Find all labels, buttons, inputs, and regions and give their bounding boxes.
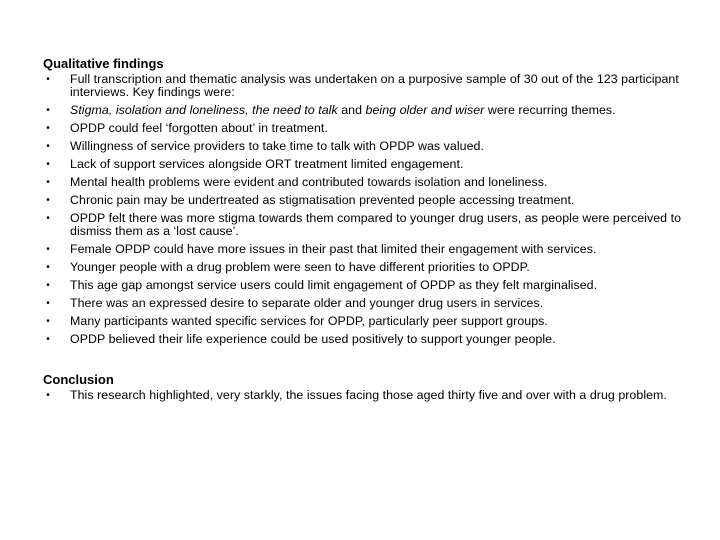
bullet-icon: • [46, 141, 50, 152]
bullet-icon: • [46, 390, 50, 401]
list-item-text: OPDP felt there was more stigma towards them compared to younger drug users, as people were perceived to dismiss them as a ‘lost cause’. [70, 211, 682, 238]
list-item [43, 297, 703, 310]
list-item-text: This age gap amongst service users could limit engagement of OPDP as they felt marginalised. [70, 278, 598, 292]
list-item-text: Many participants wanted specific services for OPDP, particularly peer support groups. [70, 314, 548, 328]
bullet-icon: • [46, 298, 50, 309]
conclusion-list [43, 389, 703, 402]
list-item [43, 315, 703, 328]
list-item-text: This research highlighted, very starkly, the issues facing those aged thirty five and over with a drug problem. [70, 388, 667, 402]
list-item-text-italic: Stigma, isolation and loneliness, the need to talk [70, 103, 338, 117]
bullet-icon: • [46, 280, 50, 291]
bullet-icon: • [46, 195, 50, 206]
list-item [43, 243, 703, 256]
list-item [43, 389, 703, 402]
bullet-icon: • [46, 334, 50, 345]
conclusion-section [43, 371, 703, 407]
list-item-text: Female OPDP could have more issues in their past that limited their engagement with services. [70, 242, 597, 256]
list-item-text: Chronic pain may be undertreated as stigmatisation prevented people accessing treatment. [70, 193, 575, 207]
list-item [43, 104, 703, 117]
list-item [43, 279, 703, 292]
list-item-text: Younger people with a drug problem were seen to have different priorities to OPDP. [70, 260, 530, 274]
bullet-icon: • [46, 244, 50, 255]
list-item [43, 194, 703, 207]
list-item-text: Lack of support services alongside ORT treatment limited engagement. [70, 157, 464, 171]
bullet-icon: • [46, 262, 50, 273]
list-item-text: OPDP believed their life experience could be used positively to support younger people. [70, 332, 556, 346]
list-item [43, 212, 703, 238]
list-item-text-italic: being older and wiser [365, 103, 485, 117]
qualitative-findings-list [43, 73, 703, 346]
qualitative-findings-heading: Qualitative findings [43, 56, 164, 71]
bullet-icon: • [46, 177, 50, 188]
list-item-text: OPDP could feel ‘forgotten about’ in treatment. [70, 121, 328, 135]
list-item-text: Full transcription and thematic analysis was undertaken on a purposive sample of 30 out of the 123 participant interviews. Key findings were: [70, 72, 679, 99]
bullet-icon: • [46, 123, 50, 134]
list-item [43, 176, 703, 189]
list-item-text: and [337, 103, 366, 117]
conclusion-heading: Conclusion [43, 372, 114, 387]
list-item-text: Willingness of service providers to take time to talk with OPDP was valued. [70, 139, 484, 153]
list-item [43, 333, 703, 346]
list-item [43, 122, 703, 135]
list-item [43, 158, 703, 171]
bullet-icon: • [46, 213, 50, 224]
list-item [43, 73, 703, 99]
list-item [43, 261, 703, 274]
list-item-text: There was an expressed desire to separate older and younger drug users in services. [70, 296, 544, 310]
list-item [43, 140, 703, 153]
bullet-icon: • [46, 159, 50, 170]
bullet-icon: • [46, 105, 50, 116]
qualitative-findings-section [43, 55, 703, 351]
list-item-text: were recurring themes. [484, 103, 616, 117]
bullet-icon: • [46, 316, 50, 327]
bullet-icon: • [46, 74, 50, 85]
list-item-text: Mental health problems were evident and contributed towards isolation and loneliness. [70, 175, 548, 189]
